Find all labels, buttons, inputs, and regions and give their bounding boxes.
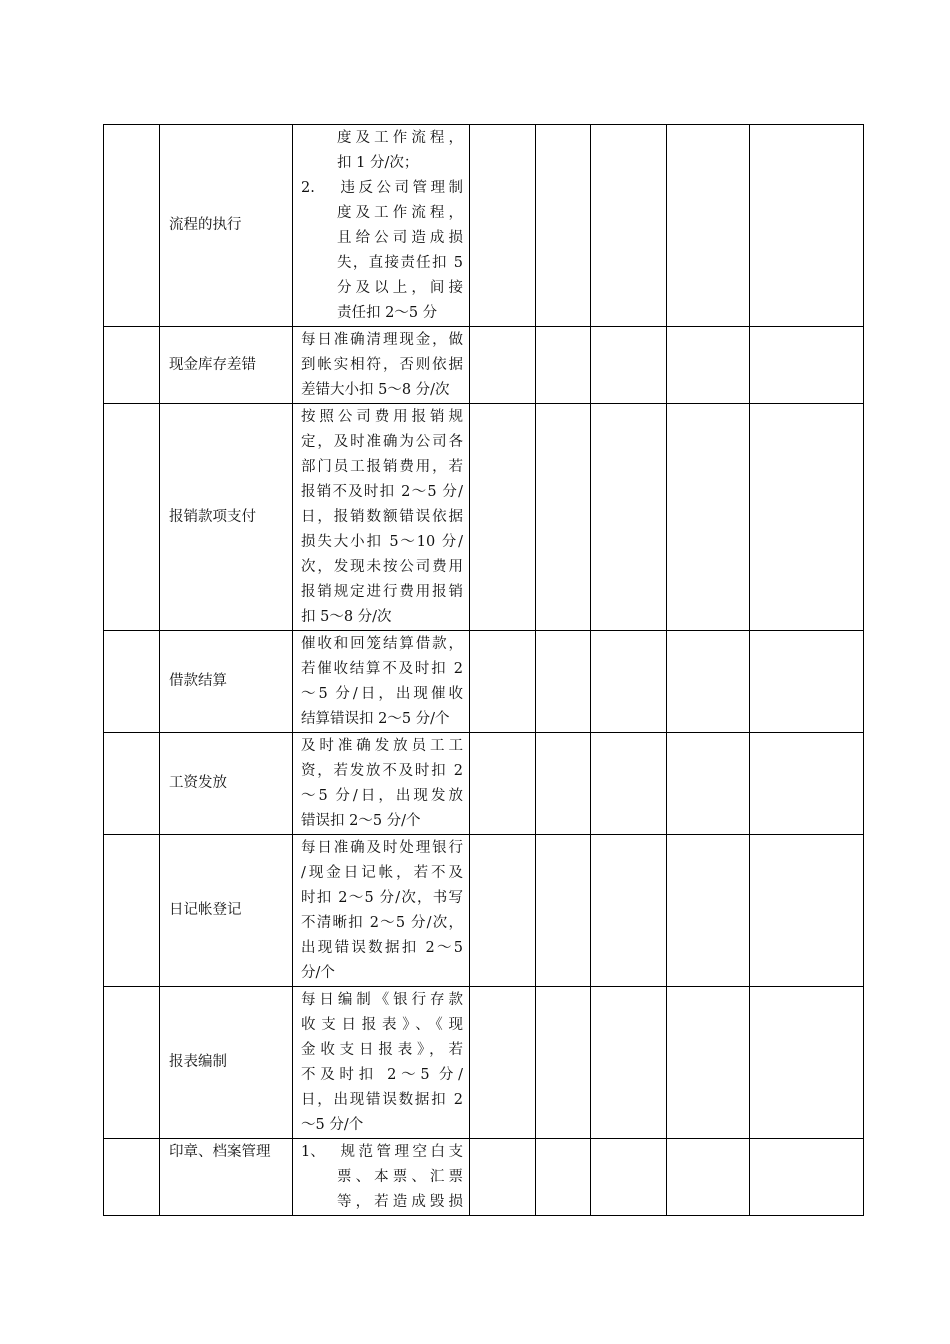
empty-cell (470, 125, 536, 327)
item-number: 2. (301, 180, 315, 196)
standard-line: 不及时扣 2～5 分/ (301, 1067, 463, 1083)
empty-cell (667, 733, 750, 835)
standard-line: 扣 5～8 分/次 (301, 609, 392, 625)
empty-cell (470, 835, 536, 987)
empty-cell (750, 835, 864, 987)
standard-cell (293, 835, 470, 987)
table-row (104, 733, 864, 835)
index-cell (104, 733, 160, 835)
item-name-cell: 借款结算 (160, 631, 293, 733)
standard-line: 票、本票、汇票 (337, 1169, 463, 1185)
index-cell (104, 327, 160, 404)
standard-line: 资，若发放不及时扣 2 (301, 763, 463, 779)
standard-line: 次，发现未按公司费用 (301, 559, 463, 575)
standard-cell (293, 631, 470, 733)
empty-cell (591, 987, 667, 1139)
index-cell (104, 404, 160, 631)
standard-line: 分及以上，间接 (337, 280, 463, 296)
index-cell (104, 835, 160, 987)
empty-cell (591, 835, 667, 987)
empty-cell (591, 404, 667, 631)
standard-line: ～5 分/日，出现发放 (301, 788, 463, 804)
standard-line: 出现错误数据扣 2～5 (301, 940, 463, 956)
standard-line: 分/个 (301, 965, 335, 981)
table-row (104, 1139, 864, 1216)
standard-line: 日，出现错误数据扣 2 (301, 1092, 463, 1108)
empty-cell (750, 125, 864, 327)
standard-cell (293, 327, 470, 404)
empty-cell (591, 327, 667, 404)
assessment-table-page (103, 124, 863, 1216)
empty-cell (470, 987, 536, 1139)
empty-cell (536, 327, 591, 404)
standard-line: 结算错误扣 2～5 分/个 (301, 711, 450, 727)
empty-cell (667, 835, 750, 987)
empty-cell (536, 733, 591, 835)
standard-line: 责任扣 2～5 分 (337, 305, 438, 321)
standard-line: 部门员工报销费用，若 (301, 459, 463, 475)
empty-cell (470, 404, 536, 631)
empty-cell (591, 631, 667, 733)
empty-cell (470, 327, 536, 404)
standard-line: ～5 分/日，出现催收 (301, 686, 463, 702)
empty-cell (591, 733, 667, 835)
empty-cell (536, 125, 591, 327)
empty-cell (536, 1139, 591, 1216)
empty-cell (750, 631, 864, 733)
standard-line: 每日编制《银行存款 (301, 992, 463, 1008)
item-name-cell: 流程的执行 (160, 125, 293, 327)
item-name-cell: 报表编制 (160, 987, 293, 1139)
empty-cell (536, 835, 591, 987)
table-row (104, 631, 864, 733)
standard-line: 每日准确清理现金，做 (301, 332, 463, 348)
standard-line: 规范管理空白支 (337, 1144, 463, 1160)
empty-cell (667, 404, 750, 631)
index-cell (104, 1139, 160, 1216)
empty-cell (470, 631, 536, 733)
standard-line: 不清晰扣 2～5 分/次， (301, 915, 463, 931)
empty-cell (470, 733, 536, 835)
table-row (104, 987, 864, 1139)
item-name-cell: 日记帐登记 (160, 835, 293, 987)
standard-cell (293, 987, 470, 1139)
standard-cell (293, 125, 470, 327)
standard-line: 报销不及时扣 2～5 分/ (301, 484, 463, 500)
empty-cell (667, 631, 750, 733)
empty-cell (750, 1139, 864, 1216)
item-number: 1、 (301, 1144, 325, 1160)
standard-line: 若催收结算不及时扣 2 (301, 661, 463, 677)
standard-line: 差错大小扣 5～8 分/次 (301, 382, 450, 398)
empty-cell (591, 1139, 667, 1216)
standard-line: 等，若造成毁损 (337, 1194, 463, 1210)
empty-cell (750, 733, 864, 835)
standard-cell (293, 1139, 470, 1216)
table-row (104, 835, 864, 987)
numbered-standard-line (301, 1140, 463, 1165)
empty-cell (536, 987, 591, 1139)
standard-line: 且给公司造成损 (337, 230, 463, 246)
empty-cell (536, 404, 591, 631)
standard-line: /现金日记帐，若不及 (301, 865, 463, 881)
standard-line: 按照公司费用报销规 (301, 409, 463, 425)
empty-cell (536, 631, 591, 733)
standard-line: 失，直接责任扣 5 (337, 255, 463, 271)
standard-line: 每日准确及时处理银行 (301, 840, 463, 856)
empty-cell (470, 1139, 536, 1216)
item-name-cell: 印章、档案管理 (160, 1139, 293, 1216)
table-row (104, 404, 864, 631)
index-cell (104, 125, 160, 327)
standard-line: 违反公司管理制 (337, 180, 463, 196)
table-row (104, 125, 864, 327)
standard-line: 错误扣 2～5 分/个 (301, 813, 421, 829)
standard-line: 催收和回笼结算借款， (301, 636, 463, 652)
index-cell (104, 987, 160, 1139)
standard-line: 日，报销数额错误依据 (301, 509, 463, 525)
empty-cell (667, 1139, 750, 1216)
standard-line: 及时准确发放员工工 (301, 738, 463, 754)
standard-line: 到帐实相符，否则依据 (301, 357, 463, 373)
standard-line: ～5 分/个 (301, 1117, 364, 1133)
item-name-cell: 现金库存差错 (160, 327, 293, 404)
empty-cell (591, 125, 667, 327)
standard-line: 收支日报表》、《现 (301, 1017, 463, 1033)
empty-cell (667, 125, 750, 327)
standard-line: 损失大小扣 5～10 分/ (301, 534, 463, 550)
standard-cell (293, 733, 470, 835)
table-row (104, 327, 864, 404)
empty-cell (750, 404, 864, 631)
standard-line: 度及工作流程， (337, 205, 463, 221)
numbered-standard-line (301, 176, 463, 201)
standard-line: 扣 1 分/次； (337, 155, 419, 171)
item-name-cell: 报销款项支付 (160, 404, 293, 631)
standard-cell (293, 404, 470, 631)
empty-cell (667, 327, 750, 404)
empty-cell (750, 987, 864, 1139)
standard-line: 金收支日报表》，若 (301, 1042, 463, 1058)
index-cell (104, 631, 160, 733)
empty-cell (750, 327, 864, 404)
assessment-table (103, 124, 864, 1216)
standard-line: 报销规定进行费用报销 (301, 584, 463, 600)
standard-line: 定，及时准确为公司各 (301, 434, 463, 450)
empty-cell (667, 987, 750, 1139)
standard-line: 度及工作流程， (337, 130, 463, 146)
item-name-cell: 工资发放 (160, 733, 293, 835)
standard-line: 时扣 2～5 分/次，书写 (301, 890, 463, 906)
